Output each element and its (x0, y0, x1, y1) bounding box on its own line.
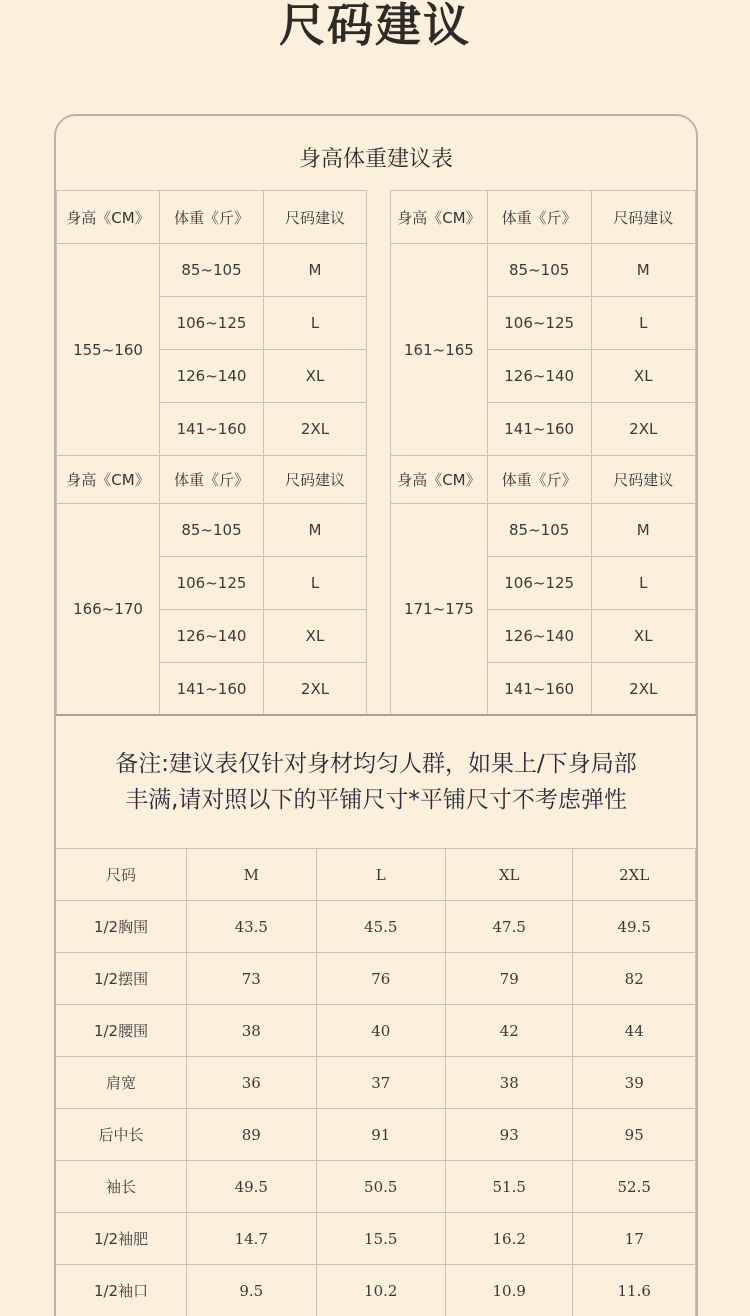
fit-note (56, 746, 696, 818)
measurement-value: 43.5 (187, 901, 316, 953)
measurement-label: 1/2袖肥 (56, 1213, 187, 1265)
header-size: 尺码建议 (591, 456, 696, 504)
weight-range: 141~160 (160, 403, 264, 456)
measurement-value: 82 (573, 953, 696, 1005)
size-header: XL (445, 849, 572, 901)
measurement-label: 1/2胸围 (56, 901, 187, 953)
page-title: 尺码建议 (279, 0, 471, 52)
weight-range: 106~125 (487, 557, 591, 610)
measurement-value: 50.5 (316, 1161, 445, 1213)
measurement-value: 51.5 (445, 1161, 572, 1213)
measurement-value: 49.5 (187, 1161, 316, 1213)
size-value: L (591, 557, 696, 610)
measurement-row (56, 901, 696, 953)
measurement-value: 49.5 (573, 901, 696, 953)
header-size: 尺码建议 (264, 191, 367, 244)
fit-note-line1: 备注:建议表仅针对身材均匀人群，如果上/下身局部 (115, 751, 637, 777)
measurement-value: 16.2 (445, 1213, 572, 1265)
weight-range: 106~125 (160, 297, 264, 350)
header-weight: 体重《斤》 (160, 456, 264, 504)
weight-range: 85~105 (160, 504, 264, 557)
header-weight: 体重《斤》 (487, 191, 591, 244)
measurement-value: 15.5 (316, 1213, 445, 1265)
size-value: 2XL (591, 663, 696, 715)
size-value: L (264, 297, 367, 350)
measurement-value: 79 (445, 953, 572, 1005)
height-range: 161~165 (391, 244, 488, 456)
weight-range: 141~160 (487, 663, 591, 715)
weight-range: 126~140 (160, 350, 264, 403)
recommend-block-171-175 (390, 455, 696, 715)
measurement-value: 38 (445, 1057, 572, 1109)
measurement-value: 52.5 (573, 1161, 696, 1213)
measurement-row (56, 1161, 696, 1213)
weight-range: 126~140 (487, 610, 591, 663)
weight-range: 85~105 (487, 504, 591, 557)
height-range: 155~160 (57, 244, 160, 456)
size-value: M (591, 504, 696, 557)
fit-note-line2: 丰满,请对照以下的平铺尺寸*平铺尺寸不考虑弹性 (125, 787, 627, 813)
weight-range: 141~160 (160, 663, 264, 715)
size-value: L (264, 557, 367, 610)
weight-range: 126~140 (160, 610, 264, 663)
size-value: XL (264, 610, 367, 663)
measurement-value: 91 (316, 1109, 445, 1161)
measurement-label: 后中长 (56, 1109, 187, 1161)
recommend-block-155-160 (56, 190, 367, 456)
recommend-table-title: 身高体重建议表 (298, 147, 453, 172)
size-header: 2XL (573, 849, 696, 901)
header-height: 身高《CM》 (57, 456, 160, 504)
size-header: M (187, 849, 316, 901)
size-value: L (591, 297, 696, 350)
measurement-value: 95 (573, 1109, 696, 1161)
measurement-row (56, 1213, 696, 1265)
size-value: XL (264, 350, 367, 403)
weight-range: 106~125 (487, 297, 591, 350)
height-range: 171~175 (391, 504, 488, 715)
measurement-value: 14.7 (187, 1213, 316, 1265)
measurement-row (56, 1109, 696, 1161)
size-value: 2XL (591, 403, 696, 456)
measurement-header-row (56, 849, 696, 901)
recommend-block-166-170 (56, 455, 367, 715)
measurement-row (56, 1057, 696, 1109)
size-header: L (316, 849, 445, 901)
size-value: M (264, 504, 367, 557)
measurement-row (56, 1005, 696, 1057)
measurement-value: 89 (187, 1109, 316, 1161)
measurement-value: 93 (445, 1109, 572, 1161)
measurement-value: 40 (316, 1005, 445, 1057)
measurement-value: 42 (445, 1005, 572, 1057)
header-size: 尺码建议 (591, 191, 696, 244)
measurement-value: 10.9 (445, 1265, 572, 1316)
size-value: XL (591, 610, 696, 663)
weight-range: 106~125 (160, 557, 264, 610)
measurement-label: 1/2摆围 (56, 953, 187, 1005)
measurement-label: 1/2腰围 (56, 1005, 187, 1057)
measurement-label: 1/2袖口 (56, 1265, 187, 1316)
header-weight: 体重《斤》 (160, 191, 264, 244)
size-value: 2XL (264, 663, 367, 715)
header-weight: 体重《斤》 (487, 456, 591, 504)
size-label-header: 尺码 (56, 849, 187, 901)
measurement-value: 45.5 (316, 901, 445, 953)
size-value: XL (591, 350, 696, 403)
size-value: M (264, 244, 367, 297)
weight-range: 85~105 (487, 244, 591, 297)
measurement-value: 11.6 (573, 1265, 696, 1316)
height-range: 166~170 (57, 504, 160, 715)
size-value: M (591, 244, 696, 297)
weight-range: 126~140 (487, 350, 591, 403)
measurement-value: 9.5 (187, 1265, 316, 1316)
size-value: 2XL (264, 403, 367, 456)
measurement-value: 73 (187, 953, 316, 1005)
measurement-value: 38 (187, 1005, 316, 1057)
measurement-row (56, 1265, 696, 1316)
size-chart-card (54, 114, 698, 1316)
measurement-value: 47.5 (445, 901, 572, 953)
weight-range: 85~105 (160, 244, 264, 297)
measurement-table (56, 848, 696, 1316)
measurement-value: 17 (573, 1213, 696, 1265)
measurement-value: 37 (316, 1057, 445, 1109)
header-height: 身高《CM》 (57, 191, 160, 244)
measurement-value: 39 (573, 1057, 696, 1109)
recommend-block-161-165 (390, 190, 696, 456)
measurement-value: 76 (316, 953, 445, 1005)
header-height: 身高《CM》 (391, 191, 488, 244)
header-height: 身高《CM》 (391, 456, 488, 504)
measurement-label: 肩宽 (56, 1057, 187, 1109)
measurement-value: 44 (573, 1005, 696, 1057)
measurement-value: 36 (187, 1057, 316, 1109)
weight-range: 141~160 (487, 403, 591, 456)
measurement-value: 10.2 (316, 1265, 445, 1316)
section-divider (56, 714, 696, 716)
measurement-label: 袖长 (56, 1161, 187, 1213)
measurement-row (56, 953, 696, 1005)
header-size: 尺码建议 (264, 456, 367, 504)
